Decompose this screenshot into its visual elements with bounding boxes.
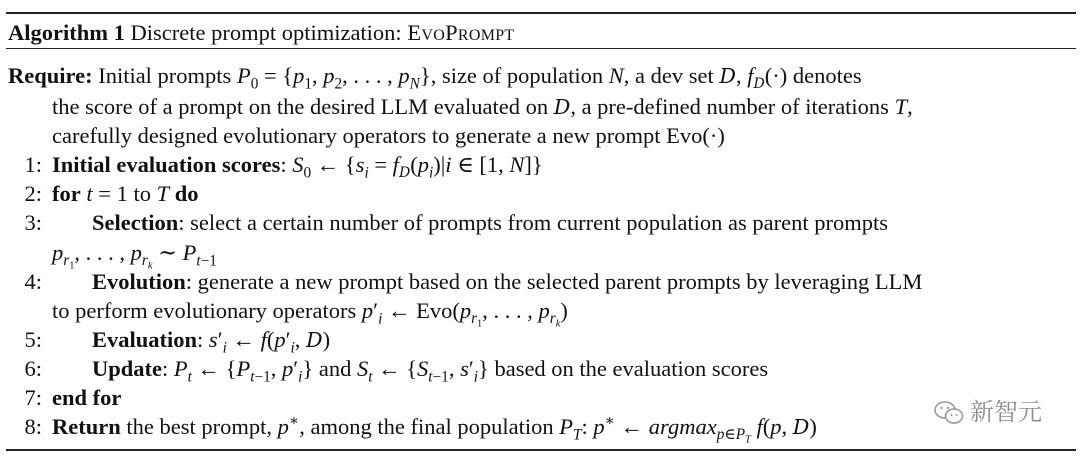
require-line-2: the score of a prompt on the desired LLM evaluated on D, a pre-defined number of iterations T, [52, 94, 913, 119]
caption-rule [6, 48, 1076, 49]
watermark [934, 398, 1042, 427]
watermark-text: 新智元 [970, 398, 1042, 426]
step-number: 7: [24, 385, 42, 410]
wechat-icon [934, 400, 964, 426]
top-rule [6, 12, 1076, 14]
step-number: 1: [24, 152, 42, 177]
step-number: 5: [24, 327, 42, 352]
step-number: 4: [24, 269, 42, 294]
step-8: Return the best prompt, p∗, among the final population $P_T$: p∗ ← argmax$_{p\in P_T}$ f(p, D) [52, 412, 817, 446]
require-label: Require: [8, 63, 93, 88]
require-line-1: Require: Initial prompts $P_0 = \{p_1$, $p_2$, . . . , $p_N$}, size of population N, a dev set D, $f_D(\cdot)$ denotes [8, 63, 862, 93]
require-line-3: carefully designed evolutionary operators to generate a new prompt Evo(·) [52, 123, 725, 148]
step-7: end for [52, 385, 122, 410]
step-4: Evolution: generate a new prompt based on the selected parent prompts by leveraging LLM [92, 269, 923, 294]
step-number: 3: [24, 210, 42, 235]
bottom-rule [6, 449, 1076, 451]
caption-method: EvoPrompt [407, 20, 515, 45]
step-5: Evaluation: $s'_i$ ← $f(p'_i$, D) [92, 327, 331, 357]
step-3-cont: $p_{r_1}$, . . . , $p_{r_k}$ ∼ $P_{t-1}$ [52, 240, 217, 272]
step-4-cont: to perform evolutionary operators $p'_i$ ← $Evo(p_{r_1}$, . . . , $p_{r_k}$) [52, 298, 568, 330]
caption-label: Algorithm 1 [8, 20, 125, 45]
step-number: 8: [24, 414, 42, 439]
algorithm-caption [8, 18, 515, 47]
step-1: Initial evaluation scores: $S_0$ ← {$s_i = f_D(p_i)|i$ ∈ [1, N]} [52, 152, 543, 182]
step-number: 2: [24, 181, 42, 206]
step-2: for t = 1 to T do [52, 181, 199, 206]
caption-text: Discrete prompt optimization: [130, 20, 402, 45]
step-number: 6: [24, 356, 42, 381]
step-6: Update: $P_t$ ← {$P_{t-1}$, $p'_i$} and $S_t$ ← {$S_{t-1}$, $s'_i$} based on the evaluation scores [92, 356, 769, 386]
step-3: Selection: select a certain number of prompts from current population as parent prompts [92, 210, 889, 235]
